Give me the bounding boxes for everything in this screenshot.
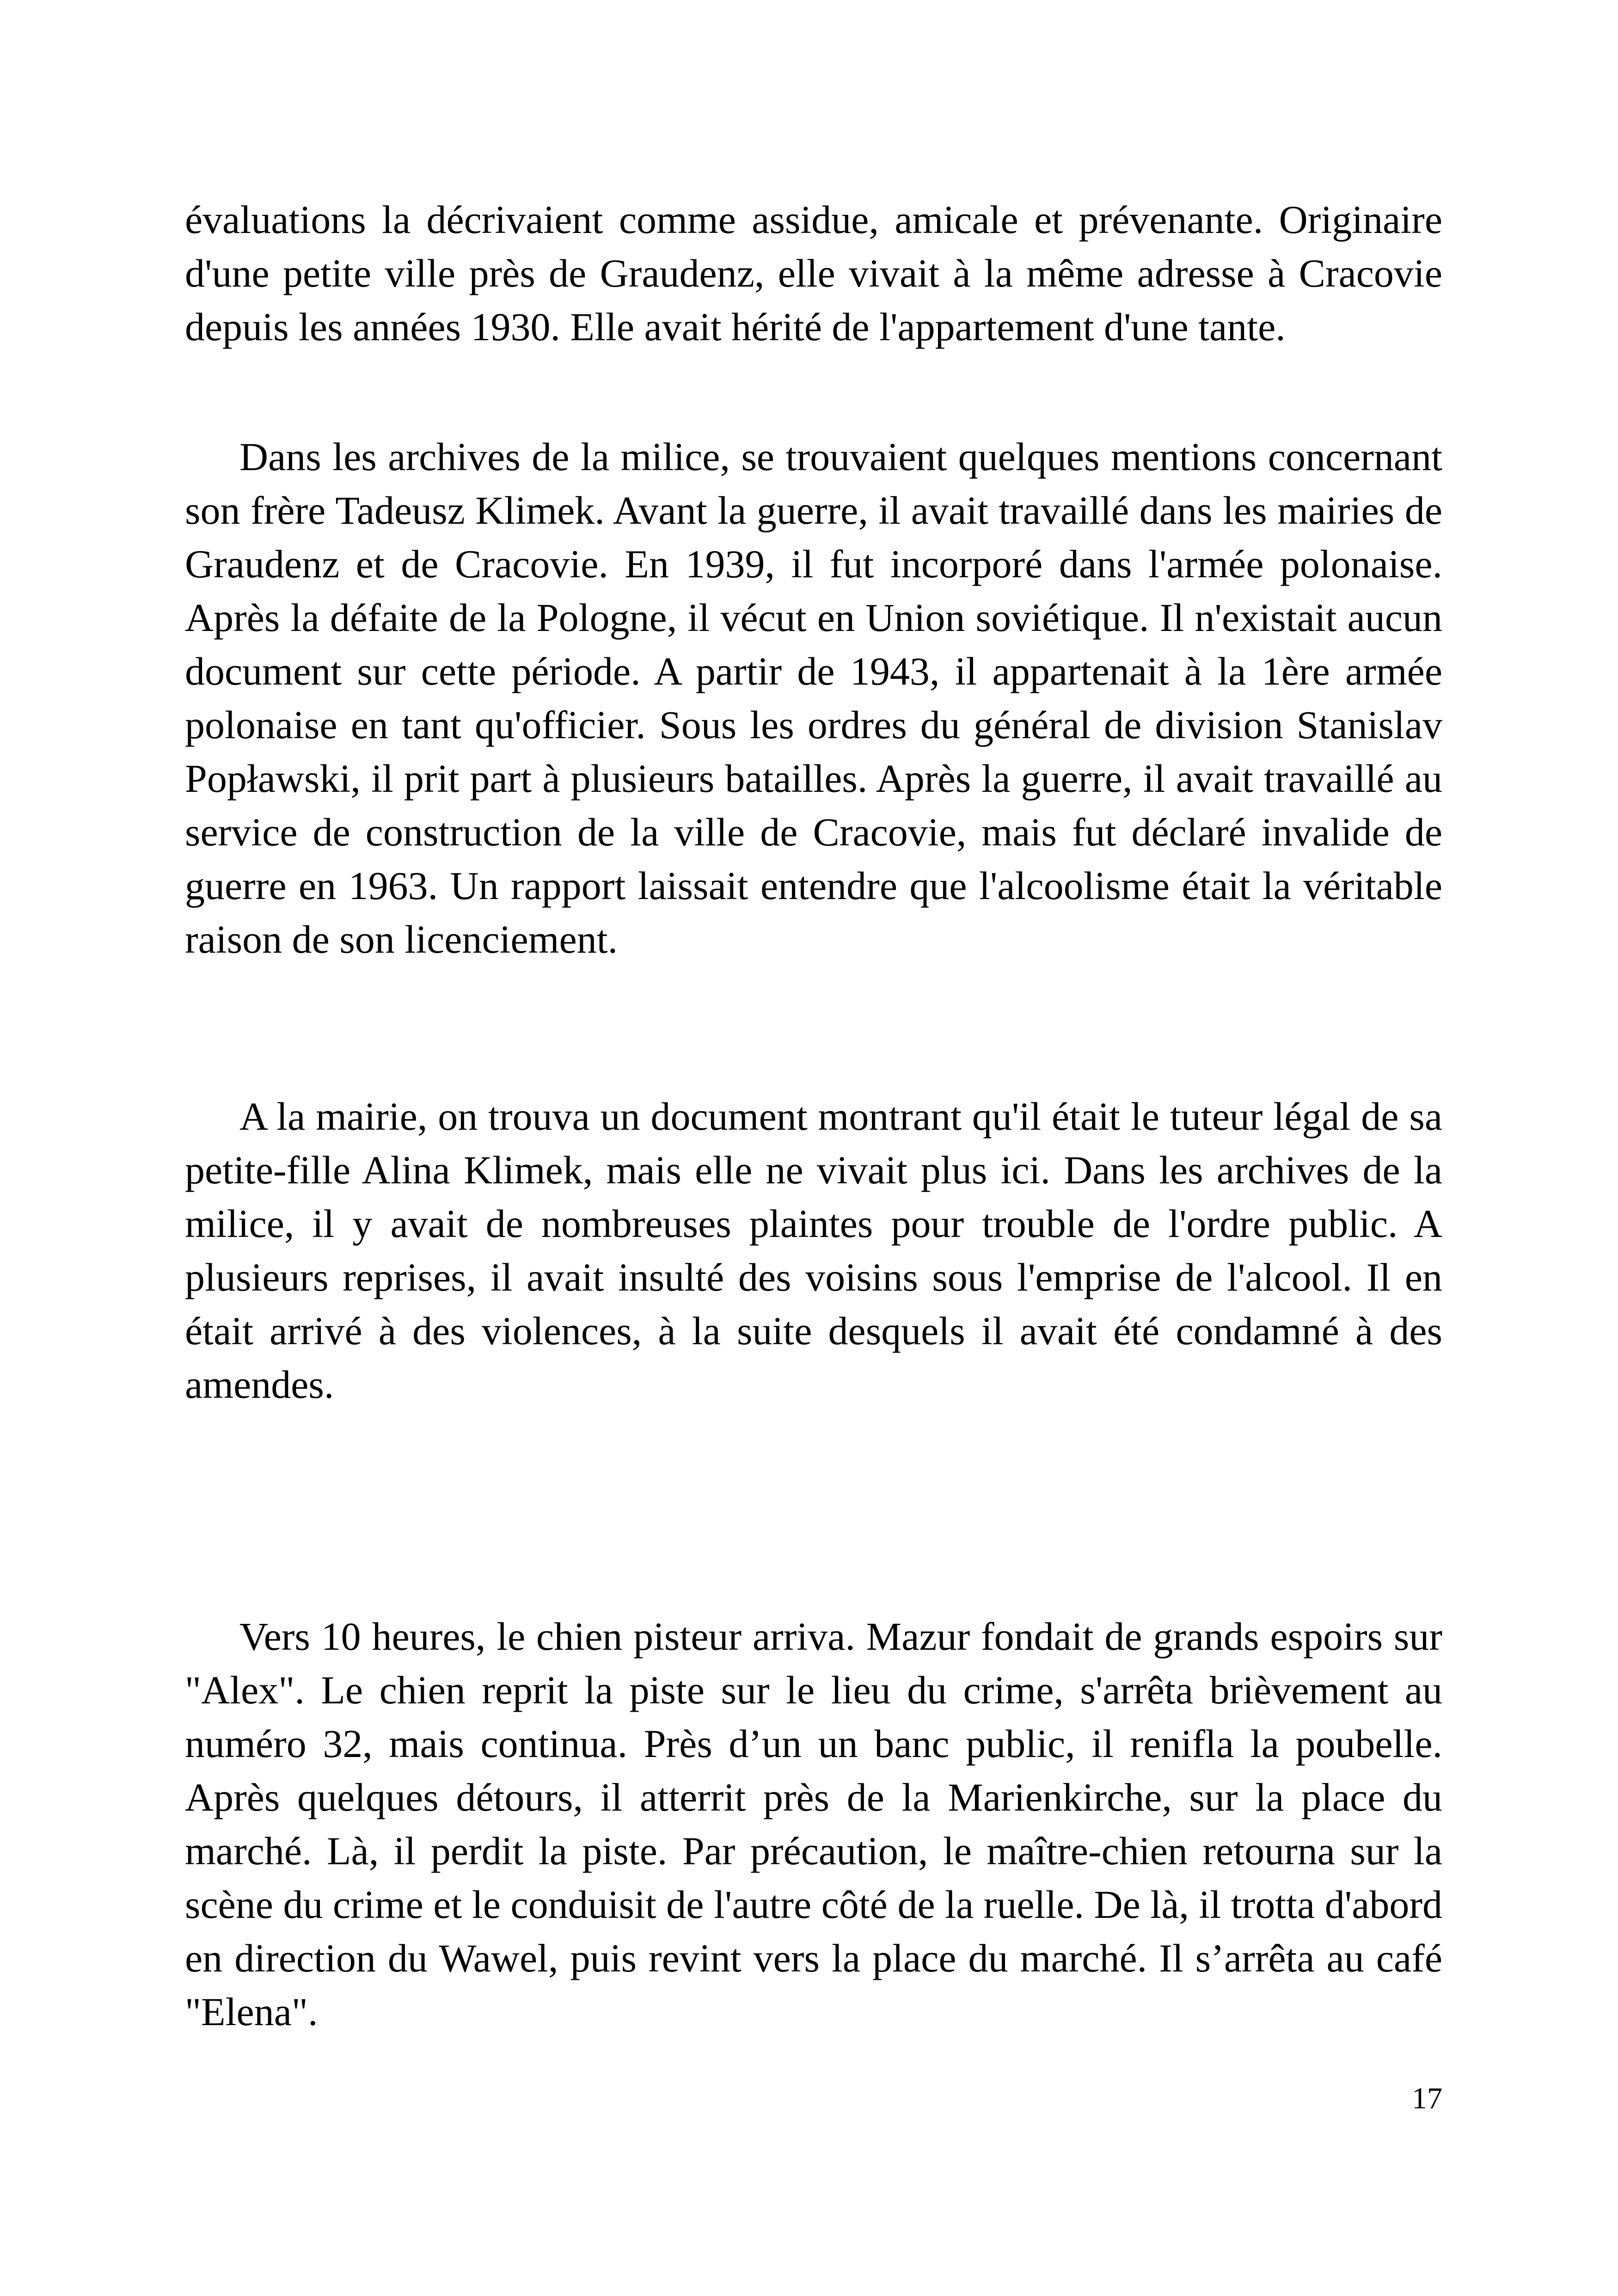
paragraph-2: Dans les archives de la milice, se trouvaient quelques mentions concernant son frère Tadeusz Klimek. Avant la guerre, il avait travaillé dans les mairies de Graudenz et de Cracovie. En 1939, il fut incorporé dans l'armée polonaise. Après la défaite de la Pologne, il vécut en Union soviétique. Il n'existait aucun document sur cette période. A partir de 1943, il appartenait à la 1ère armée polonaise en tant qu'officier. Sous les ordres du général de division Stanislav Popławski, il prit part à plusieurs batailles. Après la guerre, il avait travaillé au service de construction de la ville de Cracovie, mais fut déclaré invalide de guerre en 1963. Un rapport laissait entendre que l'alcoolisme était la véritable raison de son licenciement. xyxy=(185,435,1442,961)
page-number: 17 xyxy=(1412,2082,1442,2115)
paragraph-1: évaluations la décrivaient comme assidue, amicale et prévenante. Originaire d'une petite ville près de Graudenz, elle vivait à la même adresse à Cracovie depuis les années 1930. Elle avait hérité de l'appartement d'une tante. xyxy=(185,197,1442,349)
paragraph-3: A la mairie, on trouva un document montrant qu'il était le tuteur légal de sa petite-fille Alina Klimek, mais elle ne vivait plus ici. Dans les archives de la milice, il y avait de nombreuses plaintes pour trouble de l'ordre public. A plusieurs reprises, il avait insulté des voisins sous l'emprise de l'alcool. Il en était arrivé à des violences, à la suite desquels il avait été condamné à des amendes. xyxy=(185,1094,1442,1407)
paragraph-4: Vers 10 heures, le chien pisteur arriva. Mazur fondait de grands espoirs sur "Alex". Le chien reprit la piste sur le lieu du crime, s'arrêta brièvement au numéro 32, mais continua. Près d’un un banc public, il renifla la poubelle. Après quelques détours, il atterrit près de la Marienkirche, sur la place du marché. Là, il perdit la piste. Par précaution, le maître-chien retourna sur la scène du crime et le conduisit de l'autre côté de la ruelle. De là, il trotta d'abord en direction du Wawel, puis revint vers la place du marché. Il s’arrêta au café "Elena". xyxy=(185,1614,1442,2034)
